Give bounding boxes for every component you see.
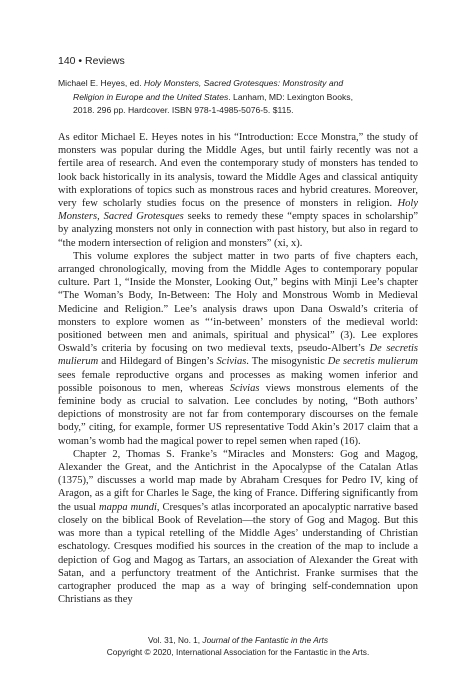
citation-line-2 [58, 91, 424, 105]
paragraph-2 [58, 250, 418, 448]
italic-title: Holy Monsters, Sacred Grotesques [58, 198, 418, 223]
citation-line-1 [58, 77, 424, 91]
running-head: 140 • Reviews [58, 55, 125, 67]
footer-volume-line [58, 634, 418, 646]
review-body [58, 131, 418, 606]
italic-title: Scivias [216, 356, 247, 368]
citation-title-part-1: Holy Monsters, Sacred Grotesques: Monstrosity and [143, 78, 344, 88]
footer-journal: Journal of the Fantastic in the Arts [202, 635, 329, 645]
footer-copyright: Copyright © 2020, International Association for the Fantastic in the Arts. [106, 647, 370, 657]
text-run: sees female reproductive organs and processes as making women inferior and possible poisonous to men, whereas [58, 369, 418, 394]
citation-publisher: . Lanham, MD: Lexington Books, [228, 91, 353, 102]
text-run: seeks to remedy these “empty spaces in scholarship” by analyzing monsters not only in connection with past history, but also in regard to “the modern intersection of religion and monsters” (xi, x). [58, 211, 418, 249]
text-run: and Hildegard of Bingen’s [98, 356, 217, 368]
book-citation [58, 77, 424, 118]
text-run: . The misogynistic [246, 356, 328, 368]
text-run: This volume explores the subject matter in two parts of five chapters each, arranged chronologically, moving from the Middle Ages to contemporary popular culture. Part 1, “Inside the Monster, Looking Out,” begins with Minji Lee’s chapter “The Woman’s Body, In-Between: The Holy and Monstrous Womb in Medieval Medicine and Religion.” Lee’s analysis draws upon Dana Oswald’s criteria of monsters to explore women as “‘in-between’ monsters of the medieval world: positioned between men and animals, spiritual and physical” (3). Lee explores Oswald’s criteria by focusing on two medieval texts, pseudo-Albert’s [58, 250, 418, 355]
italic-title: De secretis mulierum [327, 356, 418, 368]
citation-author: Michael E. Heyes, ed. [58, 78, 142, 88]
text-run: As editor Michael E. Heyes notes in his “Introduction: Ecce Monstra,” the study of monsters was popular during the Middle Ages, but until fairly recently was not a fertile area of research. And even the contemporary study of monsters has tended to look back historically in its analysis, toward the Middle Ages and classical antiquity with explorations of topics such as monstrous races and hybrid creatures. Moreover, very few scholarly studies focus on the presence of monsters in religion. [58, 132, 418, 210]
italic-title: Scivias [229, 382, 260, 394]
text-run: , Cresques’s atlas incorporated an apocalyptic narrative based closely on the biblical Book of Revelation—the story of Gog and Magog. But this was more than a typical retelling of the Middle Ages’ understanding of Christian eschatology. Cresques modified his sources in the creation of the map to include a depiction of Gog and Magog as Tartars, an association of Alexander the Great with Satan, and a perfunctory treatment of the Antichrist. Franke surmises that the cartographer produced the map as a way of bringing self-condemnation upon Christians as they [58, 501, 418, 606]
text-run: Chapter 2, Thomas S. Franke’s “Miracles and Monsters: Gog and Magog, Alexander the Great, and the Antichrist in the Apocalypse of the Catalan Atlas (1375),” discusses a world map made by Abraham Cresques for Pedro IV, king of Aragon, as a gift for Charles le Sage, the king of France. Differing significantly from the usual [58, 448, 418, 513]
italic-title: De secretis mulierum [58, 343, 418, 368]
paragraph-1 [58, 131, 418, 250]
page-footer [58, 634, 418, 658]
citation-details: 2018. 296 pp. Hardcover. ISBN 978-1-4985-5076-5. $115. [73, 105, 294, 115]
paragraph-3 [58, 448, 418, 606]
citation-title-part-2: Religion in Europe and the United States [73, 91, 229, 102]
text-run: views monstrous elements of the feminine body as crucial to salvation. Lee concludes by noting, “Both authors’ depictions of monstrosity are not far from contemporary discourses on the female body,” citing, for example, former US representative Todd Akin’s 2017 claim that a woman’s womb had the magical power to repel semen when raped (16). [58, 382, 418, 447]
italic-title: mappa mundi [99, 501, 157, 513]
footer-volume: Vol. 31, No. 1, [147, 635, 203, 645]
